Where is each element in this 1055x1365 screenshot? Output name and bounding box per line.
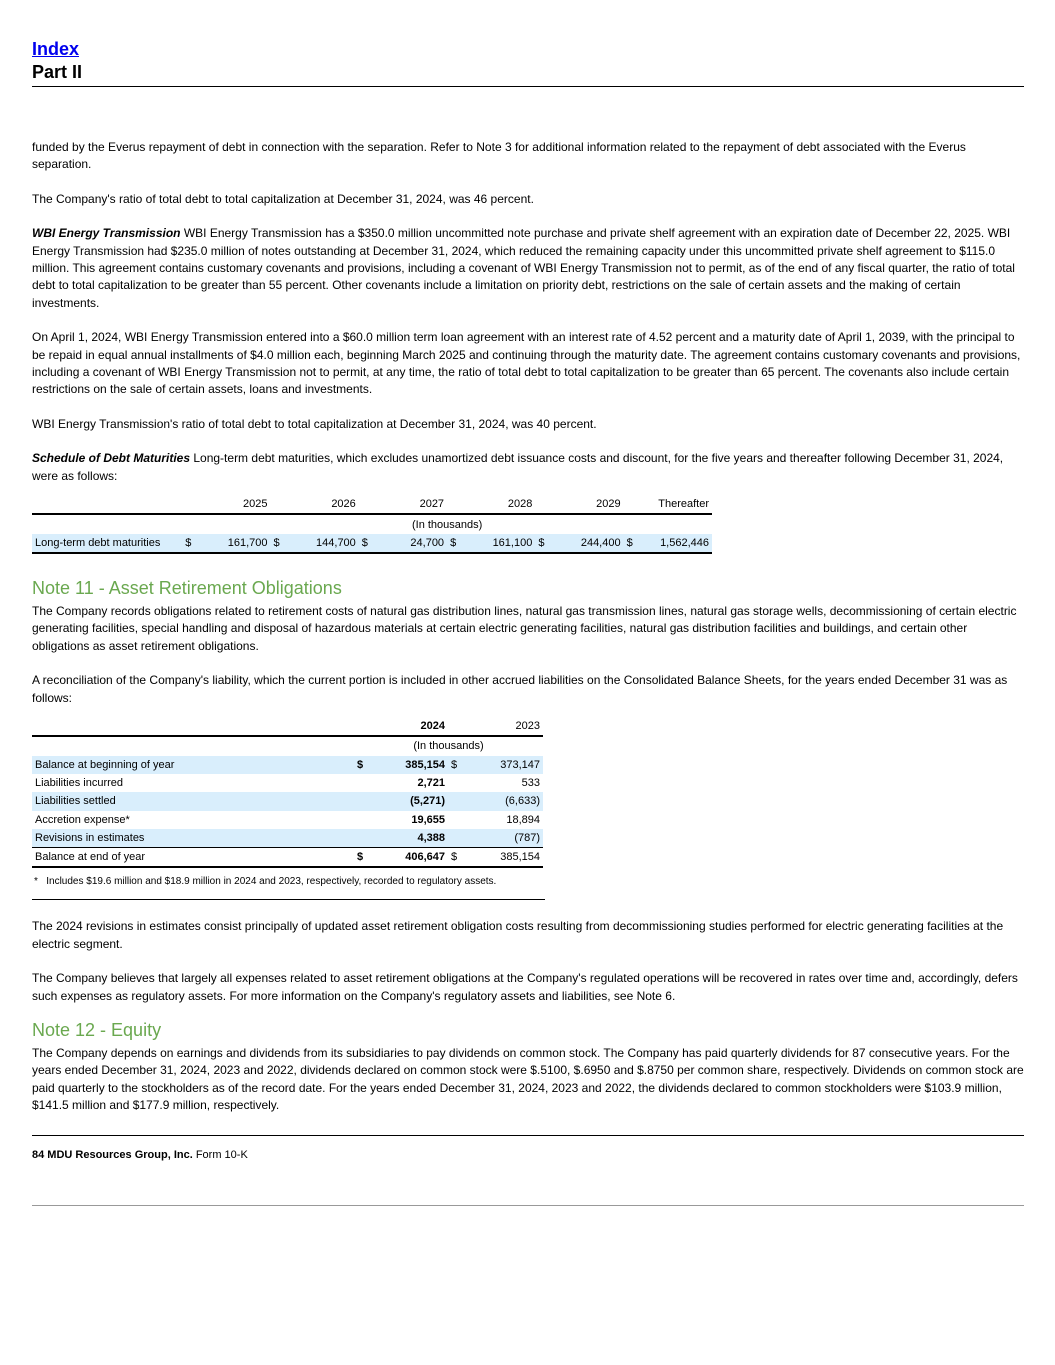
page-header — [32, 38, 1024, 84]
col-2028: 2028 — [459, 495, 535, 514]
paragraph-wbi-ratio: WBI Energy Transmission's ratio of total debt to total capitalization at December 31, 2024, was 40 percent. — [32, 416, 597, 431]
row-label: Liabilities incurred — [35, 777, 124, 790]
paragraph-wbi-shelf — [32, 225, 1024, 312]
table-header-row — [32, 717, 543, 736]
note12-title: Note 12 - Equity — [32, 1020, 162, 1041]
table-row — [32, 534, 712, 553]
currency-sign: $ — [535, 534, 547, 553]
header-divider — [32, 86, 1024, 87]
aro-footnote — [32, 868, 545, 900]
value-2024: 19,655 — [411, 813, 445, 826]
table-row — [32, 811, 543, 829]
currency-sign: $ — [359, 534, 371, 553]
value-2023: (6,633) — [462, 792, 543, 810]
currency-sign: $ — [182, 534, 194, 553]
col-2026: 2026 — [283, 495, 359, 514]
note11-paragraph-3: The 2024 revisions in estimates consist principally of updated asset retirement obligation costs resulting from decommissioning studies performed for electric generating facilities at the electric segment. — [32, 919, 1004, 951]
col-2027: 2027 — [371, 495, 447, 514]
currency-sign: $ — [271, 534, 283, 553]
note12-paragraph-1: The Company depends on earnings and dividends from its subsidiaries to pay dividends on common stock. The Company has paid quarterly dividends for 87 consecutive years. For the years ended December 31, 2024, 2023 and 2022, dividends declared on common stock were $.5100, $.6950 and $.8750 per common share, respectively. Dividends on common stock are paid quarterly to the stockholders as of the record date. For the years ended December 31, 2024, 2023 and 2022, the dividends declared to common stockholders were $103.9 million, $141.5 million and $177.9 million, respectively. — [32, 1046, 1024, 1113]
unit-note: (In thousands) — [413, 740, 484, 753]
note11-title: Note 11 - Asset Retirement Obligations — [32, 577, 342, 598]
value-2029: 244,400 — [547, 534, 623, 553]
table-row — [32, 756, 543, 774]
note11-paragraph-4: The Company believes that largely all expenses related to asset retirement obligations at the Company's regulated operations will be recovered in rates over time and, accordingly, defers such expenses as regulatory assets. For more information on the Company's regulatory assets and liabilities, see Note 6. — [32, 971, 1018, 1003]
page-bottom-divider — [32, 1205, 1024, 1206]
unit-note: (In thousands) — [411, 518, 483, 531]
schedule-lead: Schedule of Debt Maturities — [32, 451, 191, 466]
row-label: Accretion expense* — [35, 813, 130, 826]
part-label: Part II — [32, 62, 83, 82]
wbi-text: WBI Energy Transmission has a $350.0 million uncommitted note purchase and private shelf agreement with an expiration date of December 22, 2025. WBI Energy Transmission had $235.0 million of notes outstanding at December 31, 2024, which reduced the remaining capacity under this uncommitted private shelf agreement to $115.0 million. This agreement contains customary covenants and provisions, including a covenant of WBI Energy Transmission not to permit, as of the end of any fiscal quarter, the ratio of total debt to total capitalization to be greater than 55 percent. Other covenants include a limitation on priority debt, restrictions on the sale of certain assets and the making of certain investments. — [32, 226, 1015, 310]
currency-sign: $ — [448, 756, 462, 774]
col-2023: 2023 — [462, 717, 543, 736]
col-thereafter: Thereafter — [636, 495, 712, 514]
unit-row — [32, 736, 543, 755]
row-label: Balance at end of year — [32, 848, 354, 868]
value-2024: 2,721 — [417, 777, 445, 790]
value-2027: 24,700 — [371, 534, 447, 553]
col-2029: 2029 — [547, 495, 623, 514]
value-2023: (787) — [462, 829, 543, 848]
paragraph-company-ratio: The Company's ratio of total debt to total capitalization at December 31, 2024, was 46 percent. — [32, 191, 534, 206]
table-row — [32, 792, 543, 810]
value-2023: 533 — [521, 777, 540, 790]
value-2024: 4,388 — [368, 829, 448, 848]
row-label: Revisions in estimates — [32, 829, 354, 848]
table-row-total — [32, 848, 543, 868]
wbi-lead: WBI Energy Transmission — [32, 226, 181, 241]
note11-paragraph-2: A reconciliation of the Company's liability, which the current portion is included in other accrued liabilities on the Consolidated Balance Sheets, for the years ended December 31 was as follows: — [32, 673, 1008, 705]
footer-divider — [32, 1135, 1024, 1136]
row-label: Balance at beginning of year — [32, 756, 354, 774]
currency-sign: $ — [447, 534, 459, 553]
currency-sign: $ — [624, 534, 636, 553]
table-row — [32, 774, 543, 792]
col-2024: 2024 — [368, 717, 448, 736]
value-2028: 161,100 — [459, 534, 535, 553]
value-2026: 144,700 — [283, 534, 359, 553]
index-link[interactable]: Index — [32, 39, 80, 59]
value-2024: (5,271) — [368, 792, 448, 810]
footer-form: Form 10-K — [192, 1149, 248, 1161]
value-2024: 385,154 — [368, 756, 448, 774]
currency-sign: $ — [354, 848, 368, 868]
value-2023: 385,154 — [462, 848, 543, 868]
aro-reconciliation-table — [32, 717, 543, 868]
page-footer — [32, 1149, 248, 1161]
row-label: Liabilities settled — [32, 792, 354, 810]
paragraph-everus: funded by the Everus repayment of debt in connection with the separation. Refer to Note 3 for additional information related to the repayment of debt associated with the Everus separation. — [32, 140, 966, 172]
value-2023: 373,147 — [462, 756, 543, 774]
row-label: Long-term debt maturities — [32, 534, 182, 553]
paragraph-debt-schedule — [32, 450, 1024, 485]
table-header-row — [32, 495, 712, 514]
value-thereafter: 1,562,446 — [636, 534, 712, 553]
note11-paragraph-1: The Company records obligations related to retirement costs of natural gas distribution lines, natural gas transmission lines, natural gas storage wells, decommissioning of certain electric generating facilities, special handling and disposal of hazardous materials at certain electric generating facilities, natural gas distribution facilities and buildings, and certain other obligations as asset retirement obligations. — [32, 603, 1017, 653]
value-2024: 406,647 — [368, 848, 448, 868]
col-2025: 2025 — [194, 495, 270, 514]
schedule-text: Long-term debt maturities, which excludes unamortized debt issuance costs and discount, for the five years and thereafter following December 31, 2024, were as follows: — [32, 451, 1004, 483]
debt-maturities-table — [32, 495, 712, 554]
footer-company: 84 MDU Resources Group, Inc. — [32, 1149, 193, 1161]
footnote-mark: * — [34, 876, 38, 888]
currency-sign: $ — [448, 848, 462, 868]
currency-sign: $ — [354, 756, 368, 774]
paragraph-term-loan: On April 1, 2024, WBI Energy Transmission entered into a $60.0 million term loan agreement with an interest rate of 4.52 percent and a maturity date of April 1, 2039, with the principal to be repaid in equal annual installments of $4.0 million each, beginning March 2025 and continuing through the maturity date. The agreement contains customary covenants and provisions, including a covenant of WBI Energy Transmission not to permit, at any time, the ratio of total debt to total capitalization to be greater than 65 percent. The covenants also include certain restrictions on the sale of certain assets, loans and investments. — [32, 330, 1021, 397]
unit-row — [32, 514, 712, 533]
table-row — [32, 829, 543, 848]
value-2025: 161,700 — [194, 534, 270, 553]
footnote-text: Includes $19.6 million and $18.9 million in 2024 and 2023, respectively, recorded to regulatory assets. — [46, 876, 497, 888]
page-body — [32, 139, 1024, 1132]
value-2023: 18,894 — [506, 813, 540, 826]
